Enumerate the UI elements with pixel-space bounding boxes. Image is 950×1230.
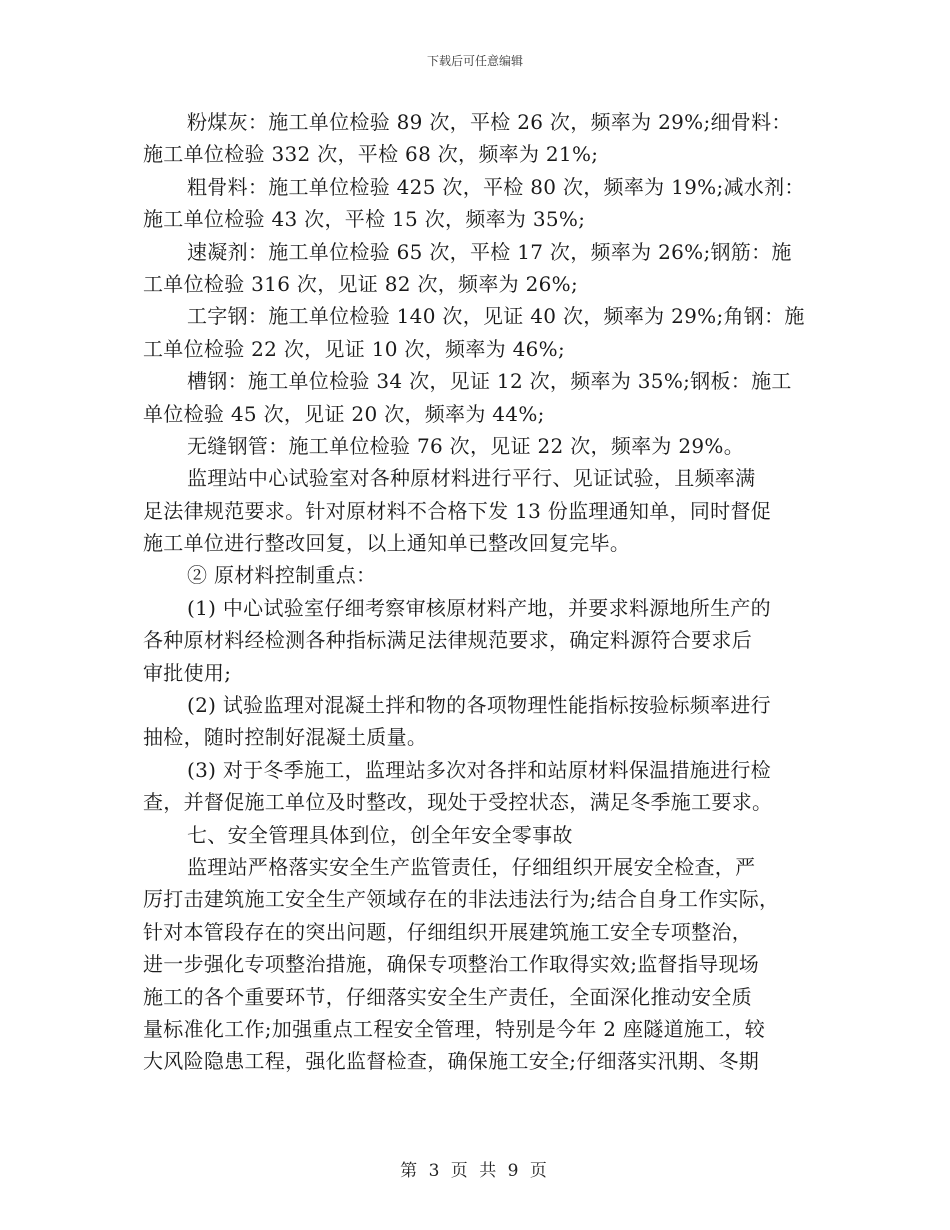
text-line: (1) 中心试验室仔细考察审核原材料产地，并要求料源地所生产的 [187,595,771,620]
text-line: 速凝剂：施工单位检验 65 次，平检 17 次，频率为 26%;钢筋：施 [187,239,792,264]
text-line: 监理站中心试验室对各种原材料进行平行、见证试验，且频率满 [187,466,756,491]
text-line: 工单位检验 22 次，见证 10 次，频率为 46%; [143,336,565,361]
text-line: 施工的各个重要环节，仔细落实安全生产责任，全面深化推动安全质 [143,984,752,1009]
text-line: (2) 试验监理对混凝土拌和物的各项物理性能指标按验标频率进行 [187,693,771,718]
text-line: 大风险隐患工程，强化监督检查，确保施工安全;仔细落实汛期、冬期 [143,1049,760,1074]
text-line: 施工单位检验 332 次，平检 68 次，频率为 21%; [143,142,599,167]
text-line: ② 原材料控制重点： [187,563,377,588]
text-line: 针对本管段存在的突出问题，仔细组织开展建筑施工安全专项整治， [143,919,752,944]
text-line: (3) 对于冬季施工，监理站多次对各拌和站原材料保温措施进行检 [187,757,771,782]
text-line: 工字钢：施工单位检验 140 次，见证 40 次，频率为 29%;角钢：施 [187,304,805,329]
text-line: 监理站严格落实安全生产监管责任，仔细组织开展安全检查，严 [187,854,756,879]
text-line: 进一步强化专项整治措施，确保专项整治工作取得实效;监督指导现场 [143,952,760,977]
text-line: 施工单位进行整改回复，以上通知单已整改回复完毕。 [143,531,631,556]
text-line: 七、安全管理具体到位，创全年安全零事故 [187,822,573,847]
text-line: 施工单位检验 43 次，平检 15 次，频率为 35%; [143,207,586,232]
text-line: 各种原材料经检测各种指标满足法律规范要求，确定料源符合要求后 [143,628,752,653]
document-body [143,106,811,1078]
text-line: 足法律规范要求。针对原材料不合格下发 13 份监理通知单，同时督促 [143,498,772,523]
text-line: 抽检，随时控制好混凝土质量。 [143,725,428,750]
text-line: 审批使用; [143,660,232,685]
text-line: 厉打击建筑施工安全生产领域存在的非法违法行为;结合自身工作实际， [143,887,780,912]
text-line: 无缝钢管：施工单位检验 76 次，见证 22 次，频率为 29%。 [187,433,745,458]
text-line: 槽钢：施工单位检验 34 次，见证 12 次，频率为 35%;钢板：施工 [187,369,792,394]
text-line: 查，并督促施工单位及时整改，现处于受控状态，满足冬季施工要求。 [143,790,773,815]
page-header: 下载后可任意编辑 [426,54,523,68]
text-line: 粉煤灰：施工单位检验 89 次，平检 26 次，频率为 29%;细骨料： [187,110,792,134]
text-line: 量标准化工作;加强重点工程安全管理，特别是今年 2 座隧道施工，较 [143,1016,766,1041]
page-number: 第 3 页 共 9 页 [400,1161,550,1181]
text-line: 粗骨料：施工单位检验 425 次，平检 80 次，频率为 19%;减水剂： [187,174,805,199]
text-line: 单位检验 45 次，见证 20 次，频率为 44%; [143,401,545,426]
text-line: 工单位检验 316 次，见证 82 次，频率为 26%; [143,271,579,296]
